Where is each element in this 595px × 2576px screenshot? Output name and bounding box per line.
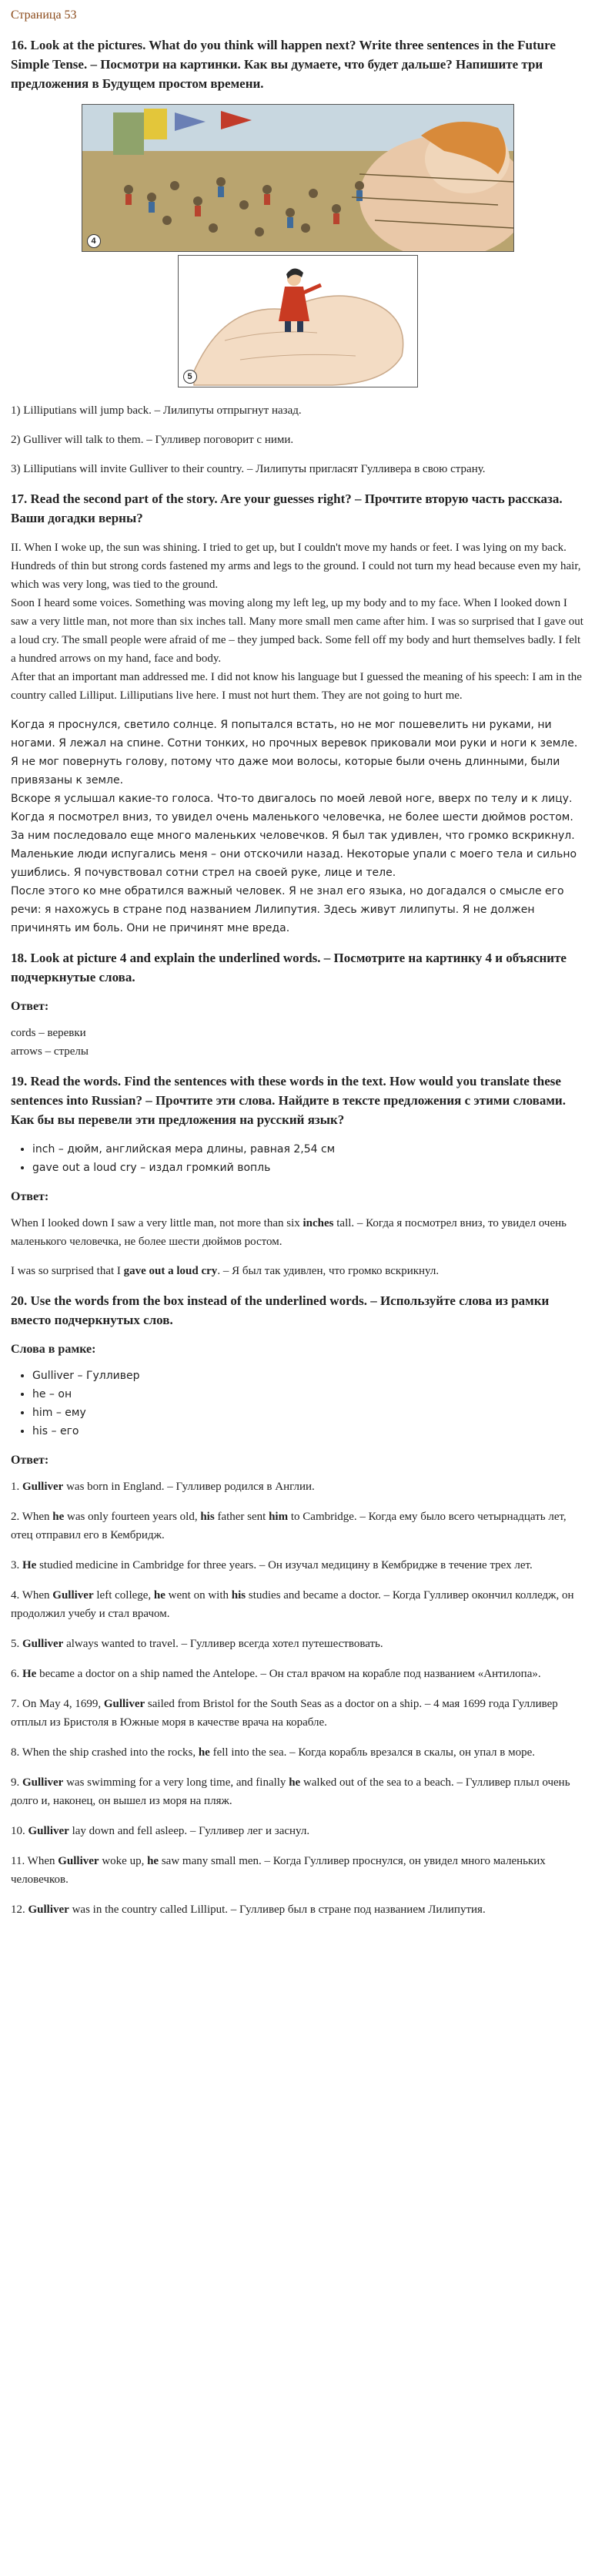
text-segment: lay down and fell asleep. – Гулливер лег и заснул. bbox=[69, 1825, 310, 1837]
text-segment: walked out of the sea to a beach. – Гулливер плыл очень долго и, наконец, он вышел из моря на пляж. bbox=[11, 1776, 570, 1807]
task19-a1-bold: inches bbox=[303, 1217, 334, 1229]
task16-heading: 16. Look at the pictures. What do you think will happen next? Write three sentences in the Future Simple Tense. – Посмотри на картинки. Как вы думаете, что будет дальше? Напишите три предложения в Будущем простом времени. bbox=[11, 38, 556, 91]
task20-answer-12 bbox=[11, 1900, 584, 1919]
picture-5-illustration bbox=[179, 256, 417, 387]
task19-answer-2 bbox=[11, 1262, 584, 1280]
text-segment: became a doctor on a ship named the Antelope. – Он стал врачом на корабле под названием «Антилопа». bbox=[36, 1668, 541, 1680]
task20-box-item-he: • he – он bbox=[32, 1385, 584, 1404]
task20-answer-7 bbox=[11, 1695, 584, 1732]
task19-a1-post: tall. – Когда я посмотрел вниз, то увидел очень маленького человечка, не более шести дюймов ростом. bbox=[11, 1217, 567, 1248]
task19-word-list bbox=[11, 1140, 584, 1177]
task20-answer-3 bbox=[11, 1556, 584, 1575]
task20-answer-6 bbox=[11, 1665, 584, 1683]
bold-word: he bbox=[147, 1855, 159, 1867]
task20-heading: 20. Use the words from the box instead of the underlined words. – Используйте слова из рамки вместо подчеркнутых слов. bbox=[11, 1293, 550, 1327]
task20-answer-5 bbox=[11, 1635, 584, 1653]
task20-answer-9 bbox=[11, 1773, 584, 1810]
text-segment: to Cambridge. – Когда ему было всего четырнадцать лет, отец отправил его в Кембридж. bbox=[11, 1511, 567, 1541]
task16-answer-3: 3) Lilliputians will invite Gulliver to their country. – Лилипуты пригласят Гулливера в свою страну. bbox=[11, 463, 486, 475]
task17-heading: 17. Read the second part of the story. Are your guesses right? – Прочтите вторую часть рассказа. Ваши догадки верны? bbox=[11, 491, 563, 525]
story-en-paragraph-2: Soon I heard some voices. Something was moving along my left leg, up my body and to my face. When I looked down I saw a very little man, not more than six inches tall. Many more small men came after him. I was so surprised that I gave out a loud cry. The small people were afraid of me – they jumped back. Some fell off my body and hurt themselves badly. I felt a hundred arrows on my hand, face and body. bbox=[11, 597, 583, 665]
bold-word: Gulliver bbox=[28, 1825, 69, 1837]
task18-line-arrows: arrows – стрелы bbox=[11, 1045, 89, 1058]
task19-a2-bold: gave out a loud cry bbox=[123, 1265, 218, 1277]
bold-word: his bbox=[200, 1511, 215, 1523]
text-segment: sailed from Bristol for the South Seas as a doctor on a ship. – 4 мая 1699 года Гулливер отплыл из Бристоля в Южные моря в качестве врача на корабле. bbox=[11, 1698, 558, 1729]
text-segment: was in the country called Lilliput. – Гулливер был в стране под названием Лилипутия. bbox=[69, 1903, 486, 1916]
picture-4-illustration bbox=[82, 105, 513, 251]
text-segment: 5. bbox=[11, 1638, 22, 1650]
task20-answer-11 bbox=[11, 1852, 584, 1889]
text-segment: was only fourteen years old, bbox=[64, 1511, 201, 1523]
task18-heading: 18. Look at picture 4 and explain the underlined words. – Посмотрите на картинку 4 и объясните подчеркнутые слова. bbox=[11, 951, 567, 984]
task19-a1-pre: When I looked down I saw a very little man, not more than six bbox=[11, 1217, 303, 1229]
page-title: Страница 53 bbox=[11, 8, 77, 22]
task20-answer-4 bbox=[11, 1586, 584, 1623]
task20-box-list bbox=[11, 1367, 584, 1441]
text-segment: 1. bbox=[11, 1481, 22, 1493]
task20-answer-8 bbox=[11, 1743, 584, 1762]
task19-heading: 19. Read the words. Find the sentences with these words in the text. How would you translate these sentences into Russian? – Прочтите эти слова. Найдите в тексте предложения с этими словами. Как бы вы перевели эти предложения на русский язык? bbox=[11, 1074, 566, 1127]
bold-word: he bbox=[289, 1776, 301, 1789]
task16-answer-2: 2) Gulliver will talk to them. – Гулливер поговорит с ними. bbox=[11, 434, 294, 446]
story-english bbox=[11, 538, 584, 705]
task20-answer-10 bbox=[11, 1822, 584, 1840]
bold-word: Gulliver bbox=[28, 1903, 69, 1916]
story-en-paragraph-3: After that an important man addressed me. I did not know his language but I guessed the meaning of his speech: I am in the country called Lilliput. Lilliputians live here. I must not hurt them. They are not going to hurt me. bbox=[11, 671, 582, 702]
task19-word-cry: • gave out a loud cry – издал громкий вопль bbox=[32, 1159, 584, 1177]
task18-answer-label: Ответ: bbox=[11, 1000, 49, 1013]
story-en-paragraph-1: II. When I woke up, the sun was shining. I tried to get up, but I couldn't move my hands or feet. I was lying on my back. Hundreds of thin but strong cords fastened my arms and legs to the ground. I could not turn my head because even my hair, which was very long, was tied to the ground. bbox=[11, 542, 581, 591]
bold-word: he bbox=[153, 1589, 165, 1602]
task19-word-inch: • inch – дюйм, английская мера длины, равная 2,54 см bbox=[32, 1140, 584, 1159]
text-segment: 2. When bbox=[11, 1511, 53, 1523]
bold-word: Gulliver bbox=[52, 1589, 94, 1602]
text-segment: always wanted to travel. – Гулливер всегда хотел путешествовать. bbox=[63, 1638, 383, 1650]
task19-a2-pre: I was so surprised that I bbox=[11, 1265, 124, 1277]
text-segment: fell into the sea. – Когда корабль врезался в скалы, он упал в море. bbox=[209, 1746, 536, 1759]
bold-word: Gulliver bbox=[103, 1698, 145, 1710]
task19-answer-label: Ответ: bbox=[11, 1190, 49, 1203]
bold-word: Gulliver bbox=[22, 1776, 64, 1789]
bold-word: Gulliver bbox=[22, 1481, 64, 1493]
picture-5 bbox=[178, 255, 418, 387]
text-segment: 7. On May 4, 1699, bbox=[11, 1698, 104, 1710]
task20-answer-label: Ответ: bbox=[11, 1454, 49, 1467]
text-segment: 6. bbox=[11, 1668, 22, 1680]
task20-answer-2 bbox=[11, 1508, 584, 1545]
story-ru-paragraph-1: Когда я проснулся, светило солнце. Я попытался встать, но не мог пошевелить ни руками, ни ногами. Я лежал на спине. Сотни тонких, но прочных веревок приковали мои руки и ноги к земле. Я не мог повернуть голову, потому что даже мои волосы, которые были очень длинными, были привязаны к земле. bbox=[11, 719, 578, 787]
task20-box-item-gulliver: • Gulliver – Гулливер bbox=[32, 1367, 584, 1385]
task16-answer-1: 1) Lilliputians will jump back. – Лилипуты отпрыгнут назад. bbox=[11, 404, 302, 417]
task20-answers bbox=[11, 1478, 584, 1919]
bold-word: his bbox=[231, 1589, 246, 1602]
task20-box-label: Слова в рамке: bbox=[11, 1343, 96, 1356]
bold-word: he bbox=[52, 1511, 65, 1523]
text-segment: saw many small men. – Когда Гулливер проснулся, он увидел много маленьких человечков. bbox=[11, 1855, 546, 1886]
text-segment: 4. When bbox=[11, 1589, 53, 1602]
task19-a2-post: . – Я был так удивлен, что громко вскрикнул. bbox=[217, 1265, 440, 1277]
text-segment: was swimming for a very long time, and finally bbox=[63, 1776, 289, 1789]
task18-line-cords: cords – веревки bbox=[11, 1027, 86, 1039]
text-segment: went on with bbox=[165, 1589, 232, 1602]
story-ru-paragraph-3: После этого ко мне обратился важный человек. Я не знал его языка, но догадался о смысле его речи: я нахожусь в стране под названием Лилипутия. Здесь живут лилипуты. Я не должен причинять им боль. Они не причинят мне вреда. bbox=[11, 885, 564, 934]
task20-answer-1 bbox=[11, 1478, 584, 1496]
bold-word: him bbox=[269, 1511, 289, 1523]
text-segment: studied medicine in Cambridge for three years. – Он изучал медицину в Кембридже в течение трех лет. bbox=[36, 1559, 533, 1571]
picture-4-number: 4 bbox=[87, 234, 101, 248]
text-segment: 10. bbox=[11, 1825, 28, 1837]
task20-box-item-his: • his – его bbox=[32, 1422, 584, 1441]
bold-word: Gulliver bbox=[58, 1855, 99, 1867]
text-segment: left college, bbox=[93, 1589, 154, 1602]
text-segment: father sent bbox=[214, 1511, 269, 1523]
text-segment: 12. bbox=[11, 1903, 28, 1916]
text-segment: studies and became a doctor. – Когда Гулливер окончил колледж, он продолжил учебу и стал врачом. bbox=[11, 1589, 574, 1620]
bold-word: he bbox=[198, 1746, 210, 1759]
text-segment: 11. When bbox=[11, 1855, 58, 1867]
text-segment: 9. bbox=[11, 1776, 22, 1789]
story-russian bbox=[11, 716, 584, 937]
story-ru-paragraph-2: Вскоре я услышал какие-то голоса. Что-то двигалось по моей левой ноге, вверх по телу и к лицу. Когда я посмотрел вниз, то увидел очень маленького человечка, не более шести дюймов ростом. За ним последовало еще много маленьких человечков. Я был так удивлен, что громко вскрикнул. Маленькие люди испугались меня – они отскочили назад. Некоторые упали с моего тела и сильно ушиблись. Я почувствовал сотни стрел на своей руке, лице и теле. bbox=[11, 793, 577, 879]
text-segment: 8. When the ship crashed into the rocks, bbox=[11, 1746, 199, 1759]
task19-answer-1 bbox=[11, 1214, 584, 1251]
bold-word: He bbox=[22, 1559, 37, 1571]
text-segment: 3. bbox=[11, 1559, 22, 1571]
task20-box-item-him: • him – ему bbox=[32, 1404, 584, 1422]
picture-4 bbox=[82, 104, 514, 252]
bold-word: Gulliver bbox=[22, 1638, 64, 1650]
text-segment: was born in England. – Гулливер родился в Англии. bbox=[63, 1481, 315, 1493]
bold-word: He bbox=[22, 1668, 37, 1680]
picture-5-number: 5 bbox=[183, 370, 197, 384]
text-segment: woke up, bbox=[99, 1855, 148, 1867]
